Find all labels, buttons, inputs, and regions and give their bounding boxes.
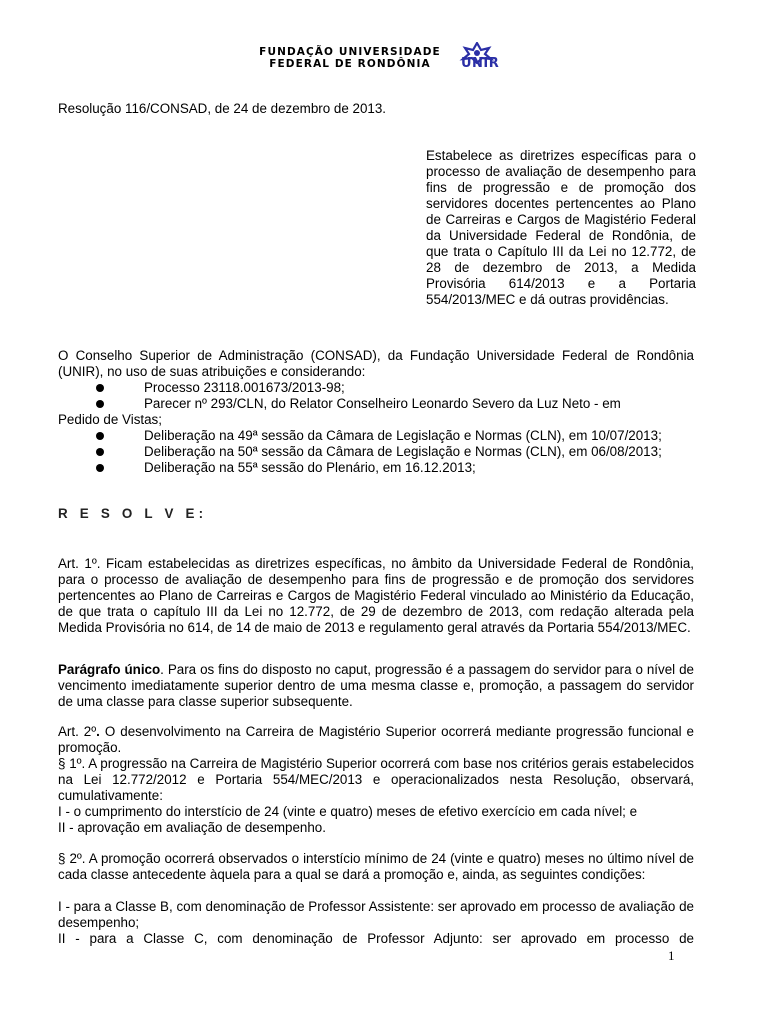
article-2 [58,724,694,756]
page-number: 1 [668,948,675,963]
list-item-continuation [58,412,708,428]
list-item-text: Parecer nº 293/CLN, do Relator Conselheiro Leonardo Severo da Luz Neto - em [144,396,621,411]
list-item-text: Deliberação na 49ª sessão da Câmara de Legislação e Normas (CLN), em 10/07/2013; [144,428,662,443]
article-2-paragraph-2-item-ii: II - para a Classe C, com denominação de Professor Adjunto: ser aprovado em processo de [58,931,694,946]
summary-text: Estabelece as diretrizes específicas para o processo de avaliação de desempenho para fins de progressão e de promoção dos servidores docentes pertencentes ao Plano de Carreiras e Cargos de Magistério Federal da Universidade Federal de Rondônia, de que trata o Capítulo III da Lei no 12.772, de 28 de dezembro de 2013, a Medida Provisória 614/2013 e a Portaria 554/2013/MEC e dá outras providências. [426,148,696,307]
list-item [58,460,708,476]
unir-logo [449,42,513,76]
article-2-paragraph-1-item-i: I - o cumprimento do interstício de 24 (vinte e quatro) meses de efetivo exercício em cada nível; e [58,804,638,819]
list-item-text: Pedido de Vistas; [58,412,162,427]
article-2-label-dot: . [96,724,100,739]
list-item [58,444,708,460]
list-item [58,396,708,412]
bullet-icon [96,448,104,456]
article-1: Art. 1º. Ficam estabelecidas as diretrizes específicas, no âmbito da Universidade Federal de Rondônia, para o processo de avaliação de desempenho para fins de progressão e de promoção dos servidores pertencentes ao Plano de Carreiras e Cargos de Magistério Federal vinculado ao Ministério da Educação, de que trata o capítulo III da Lei no 12.772, de 29 de dezembro de 2013, com redação alterada pela Medida Provisória no 614, de 14 de maio de 2013 e regulamento geral através da Portaria 554/2013/MEC. [58,556,694,635]
institution-name [251,46,449,70]
bullet-icon [96,464,104,472]
bullet-icon [96,400,104,408]
paragrafo-unico-label: Parágrafo único [58,662,161,677]
resolve-heading: R E S O L V E: [58,506,208,521]
list-item [58,428,708,444]
article-2-paragraph-2: § 2º. A promoção ocorrerá observados o interstício mínimo de 24 (vinte e quatro) meses no último nível de cada classe antecedente àquela para a qual se dará a promoção e, ainda, as seguintes condições: [58,851,694,882]
list-item [58,380,708,396]
bullet-icon [96,384,104,392]
list-item-text: Deliberação na 55ª sessão do Plenário, em 16.12.2013; [144,460,476,475]
paragrafo-unico-text: . Para os fins do disposto no caput, progressão é a passagem do servidor para o nível de vencimento imediatamente superior dentro de uma mesma classe e, promoção, a passagem do servidor de uma classe para classe superior subsequente. [58,662,694,709]
considerations-list [58,380,708,476]
article-2-paragraph-1: § 1º. A progressão na Carreira de Magistério Superior ocorrerá com base nos critérios gerais estabelecidos na Lei 12.772/2012 e Portaria 554/MEC/2013 e operacionalizados nesta Resolução, observará, cumulativamente: [58,756,694,803]
paragrafo-unico [58,662,694,710]
institution-line-1: FUNDAÇÃO UNIVERSIDADE [259,46,441,58]
intro-paragraph: O Conselho Superior de Administração (CONSAD), da Fundação Universidade Federal de Rondônia (UNIR), no uso de suas atribuições e considerando: [58,348,694,379]
article-2-paragraph-2-item-i: I - para a Classe B, com denominação de Professor Assistente: ser aprovado em processo de avaliação de desempenho; [58,899,694,930]
resolution-title: Resolução 116/CONSAD, de 24 de dezembro de 2013. [58,101,387,116]
letterhead [251,44,521,78]
institution-line-2: FEDERAL DE RONDÔNIA [269,58,431,70]
article-2-paragraph-1-item-ii: II - aprovação em avaliação de desempenho. [58,820,326,835]
logo-text: UNIR [461,56,500,71]
article-2-label: Art. 2º [58,724,97,739]
bullet-icon [96,432,104,440]
article-2-text: O desenvolvimento na Carreira de Magistério Superior ocorrerá mediante progressão funcional e promoção. [58,724,695,755]
list-item-text: Processo 23118.001673/2013-98; [144,380,345,395]
list-item-text: Deliberação na 50ª sessão da Câmara de Legislação e Normas (CLN), em 06/08/2013; [144,444,662,459]
